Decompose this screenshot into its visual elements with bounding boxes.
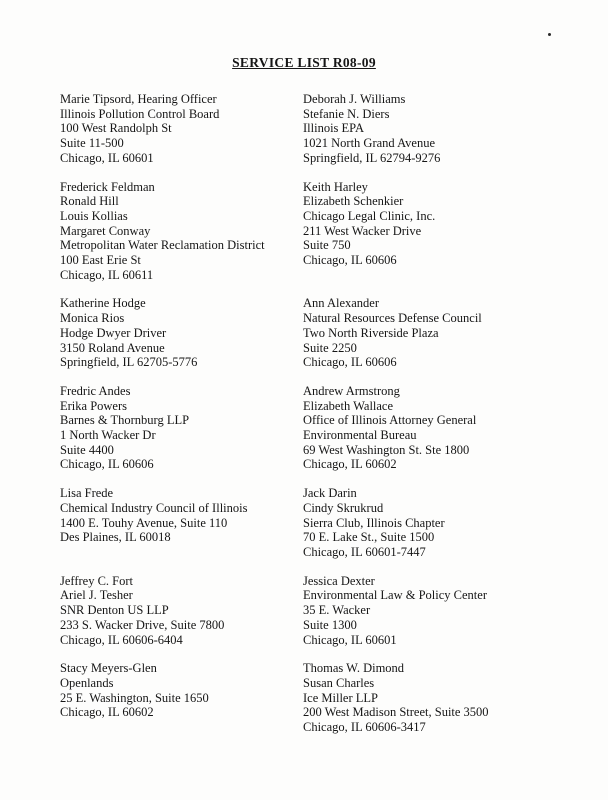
address-line: Chicago, IL 60601-7447 (303, 544, 426, 559)
address-line: 25 E. Washington, Suite 1650 (60, 690, 209, 705)
address-line: Elizabeth Wallace (303, 398, 394, 413)
address-line: Suite 750 (303, 238, 351, 253)
address-line: 70 E. Lake St., Suite 1500 (303, 530, 435, 545)
address-block-armstrong (303, 384, 590, 472)
page-title (0, 0, 608, 71)
address-line: Environmental Bureau (303, 428, 417, 443)
address-line: Ann Alexander (303, 296, 380, 311)
address-line: Jeffrey C. Fort (60, 573, 134, 588)
address-line: Ariel J. Tesher (60, 588, 133, 603)
address-line: 211 West Wacker Drive (303, 223, 422, 238)
address-line: SNR Denton US LLP (60, 603, 169, 618)
address-line: Elizabeth Schenkier (303, 194, 404, 209)
address-line: 100 East Erie St (60, 253, 141, 268)
address-line: 3150 Roland Avenue (60, 340, 165, 355)
address-block-williams (303, 92, 590, 166)
address-line: Jessica Dexter (303, 573, 375, 588)
address-line: Metropolitan Water Reclamation District (60, 238, 265, 253)
address-line: Jack Darin (303, 486, 357, 501)
address-line: Chicago, IL 60606-3417 (303, 720, 426, 735)
address-line: 1021 North Grand Avenue (303, 136, 436, 151)
address-block-meyers-glen (60, 661, 303, 720)
address-line: Keith Harley (303, 179, 368, 194)
address-line: Chicago Legal Clinic, Inc. (303, 208, 436, 223)
address-line: Margaret Conway (60, 223, 151, 238)
address-block-darin (303, 486, 590, 560)
address-line: Openlands (60, 675, 114, 690)
address-line: Office of Illinois Attorney General (303, 413, 477, 428)
address-block-fort (60, 574, 303, 648)
address-line: 200 West Madison Street, Suite 3500 (303, 705, 489, 720)
address-line: 1400 E. Touhy Avenue, Suite 110 (60, 515, 228, 530)
address-line: Chicago, IL 60606 (60, 457, 154, 472)
address-line: Chicago, IL 60602 (303, 457, 397, 472)
address-line: Two North Riverside Plaza (303, 325, 439, 340)
address-block-frede (60, 486, 303, 545)
address-line: Suite 4400 (60, 442, 114, 457)
address-line: Des Plaines, IL 60018 (60, 530, 171, 545)
address-line: Chemical Industry Council of Illinois (60, 500, 248, 515)
address-line: Suite 11-500 (60, 136, 124, 151)
address-line: Marie Tipsord, Hearing Officer (60, 92, 217, 106)
address-line: Monica Rios (60, 311, 125, 326)
address-line: Ronald Hill (60, 194, 119, 209)
address-block-hodge (60, 296, 303, 370)
page-title-text: SERVICE LIST R08-09 (232, 55, 376, 70)
address-line: Chicago, IL 60601 (60, 150, 154, 165)
address-line: Springfield, IL 62794-9276 (303, 150, 441, 165)
address-line: Chicago, IL 60606 (303, 355, 397, 370)
address-line: Chicago, IL 60611 (60, 267, 154, 282)
address-line: Chicago, IL 60601 (303, 632, 397, 647)
address-line: Lisa Frede (60, 486, 114, 501)
address-line: Cindy Skrukrud (303, 500, 384, 515)
address-line: Erika Powers (60, 398, 127, 413)
address-block-alexander (303, 296, 590, 370)
address-line: Chicago, IL 60602 (60, 705, 154, 720)
address-line: Stefanie N. Diers (303, 106, 390, 121)
address-line: 35 E. Wacker (303, 603, 371, 618)
address-line: Springfield, IL 62705-5776 (60, 355, 198, 370)
address-block-dexter (303, 574, 590, 648)
address-block-tipsord (60, 92, 303, 166)
address-line: Barnes & Thornburg LLP (60, 413, 190, 428)
address-line: Andrew Armstrong (303, 383, 400, 398)
address-block-dimond (303, 661, 590, 735)
address-block-andes (60, 384, 303, 472)
address-block-feldman (60, 180, 303, 283)
address-line: Susan Charles (303, 675, 375, 690)
address-line: Illinois Pollution Control Board (60, 106, 220, 121)
address-line: Frederick Feldman (60, 179, 155, 194)
address-line: Suite 2250 (303, 340, 357, 355)
address-line: Louis Kollias (60, 208, 128, 223)
address-line: 1 North Wacker Dr (60, 428, 156, 443)
address-line: Chicago, IL 60606 (303, 253, 397, 268)
address-line: Illinois EPA (303, 121, 365, 136)
scan-speck (548, 33, 551, 36)
address-line: Deborah J. Williams (303, 92, 406, 106)
address-line: Thomas W. Dimond (303, 661, 405, 676)
address-line: Stacy Meyers-Glen (60, 661, 157, 676)
address-line: Suite 1300 (303, 617, 357, 632)
address-line: Hodge Dwyer Driver (60, 325, 167, 340)
address-line: 233 S. Wacker Drive, Suite 7800 (60, 617, 225, 632)
address-line: 69 West Washington St. Ste 1800 (303, 442, 470, 457)
service-list (60, 92, 590, 735)
address-line: Environmental Law & Policy Center (303, 588, 487, 603)
address-line: Natural Resources Defense Council (303, 311, 482, 326)
address-line: Ice Miller LLP (303, 690, 378, 705)
address-line: Fredric Andes (60, 383, 131, 398)
address-line: Katherine Hodge (60, 296, 146, 311)
address-line: 100 West Randolph St (60, 121, 172, 136)
address-line: Sierra Club, Illinois Chapter (303, 515, 445, 530)
address-line: Chicago, IL 60606-6404 (60, 632, 183, 647)
address-block-harley (303, 180, 590, 268)
